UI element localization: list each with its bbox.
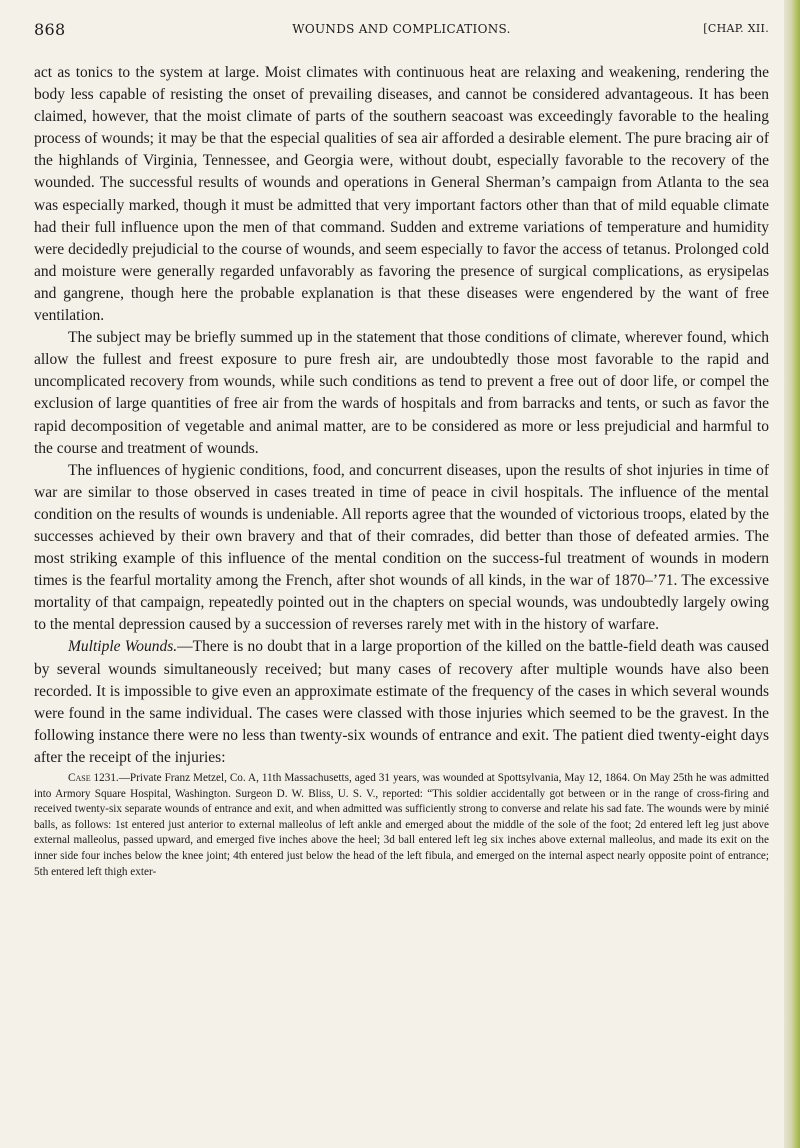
paragraph-1: act as tonics to the system at large. Moist climates with continuous heat are relaxing and weakening, rendering the body less capable of resisting the onset of prevailing diseases, and cannot be considered advantageous. It has been claimed, however, that the moist climate of parts of the southern seacoast was exceedingly favorable to the healing process of wounds; it may be that the especial qualities of sea air afforded a desirable element. The pure bracing air of the highlands of Virginia, Tennessee, and Georgia were, without doubt, especially favorable to the recovery of the wounded. The successful results of wounds and operations in General Sherman’s campaign from Atlanta to the sea was especially marked, though it must be admitted that very important factors other than that of mild equable climate had their full influence upon the men of that command. Sudden and extreme variations of temperature and humidity were decidedly prejudicial to the course of wounds, and seem especially to favor the access of tetanus. Prolonged cold and moisture were generally regarded unfavorably as favoring the presence of surgical complications, as erysipelas and gangrene, though here the probable explanation is that these diseases were engendered by the want of free ventilation. — [34, 64, 769, 325]
paragraph-4 — [34, 636, 769, 769]
section-heading: Multiple Wounds. — [68, 638, 178, 656]
chapter-label: [CHAP. XII. — [703, 22, 769, 35]
case-note-text: 1231.—Private Franz Metzel, Co. A, 11th Massachusetts, aged 31 years, was wounded at Spottsylvania, May 12, 1864. On May 25th he was admitted into Armory Square Hospital, Washington. Surgeon D. W. Bliss, U. S. V., reported: “This soldier accidentally got between or in the range of cross-firing and received twenty-six separate wounds of entrance and exit, and when admitted was sufficiently strong to converse and relate his sad fate. The wounds were by minié balls, as follows: 1st entered just anterior to external malleolus of left ankle and emerged about the middle of the sole of the foot; 2d entered left leg just above external malleolus, passed upward, and emerged five inches above the heel; 3d ball entered left leg six inches above external malleolus, and made its exit on the inner side four inches below the knee joint; 4th entered just below the head of the left fibula, and emerged on the internal aspect nearly opposite point of entrance; 5th entered left thigh exter- — [34, 772, 769, 878]
case-label: Case — [68, 772, 91, 784]
paragraph-2: The subject may be briefly summed up in the statement that those conditions of climate, wherever found, which allow the fullest and freest exposure to pure fresh air, are undoubtedly those most favorable to the rapid and uncomplicated recovery from wounds, while such conditions as tend to prevent a free out of door life, or compel the exclusion of large quantities of free air from the wards of hospitals and from barracks and tents, or such as favor the rapid decomposition of vegetable and animal matter, are to be considered as more or less prejudicial and harmful to the course and treatment of wounds. — [34, 329, 769, 457]
paragraph-4-text: —There is no doubt that in a large proportion of the killed on the battle-field death was caused by several wounds simultaneously received; but many cases of recovery after multiple wounds have also been recorded. It is impossible to give even an approximate estimate of the frequency of the cases in which several wounds were found in the same individual. The cases were classed with those injuries which seemed to be the gravest. In the following instance there were no less than twenty-six wounds of entrance and exit. The patient died twenty-eight days after the receipt of the injuries: — [34, 638, 770, 766]
paragraph-3: The influences of hygienic conditions, food, and concurrent diseases, upon the results of shot injuries in time of war are similar to those observed in cases treated in time of peace in civil hospitals. The influence of the mental condition on the results of wounds is undeniable. All reports agree that the wounded of victorious troops, elated by the successes achieved by their own bravery and that of their comrades, did better than those of defeated armies. The most striking example of this influence of the mental condition on the success-ful treatment of wounds in modern times is the fearful mortality among the French, after shot wounds of all kinds, in the war of 1870–’71. The excessive mortality of that campaign, repeatedly pointed out in the chapters on special wounds, was undoubtedly largely owing to the mental depression caused by a succession of reverses rarely met with in the history of warfare. — [34, 461, 769, 634]
body-text — [34, 62, 769, 769]
case-note — [34, 771, 769, 880]
page-header — [34, 18, 769, 50]
page-edge — [784, 0, 800, 1148]
running-title: WOUNDS AND COMPLICATIONS. — [292, 22, 511, 36]
document-page — [34, 18, 769, 880]
page-number: 868 — [34, 20, 66, 39]
